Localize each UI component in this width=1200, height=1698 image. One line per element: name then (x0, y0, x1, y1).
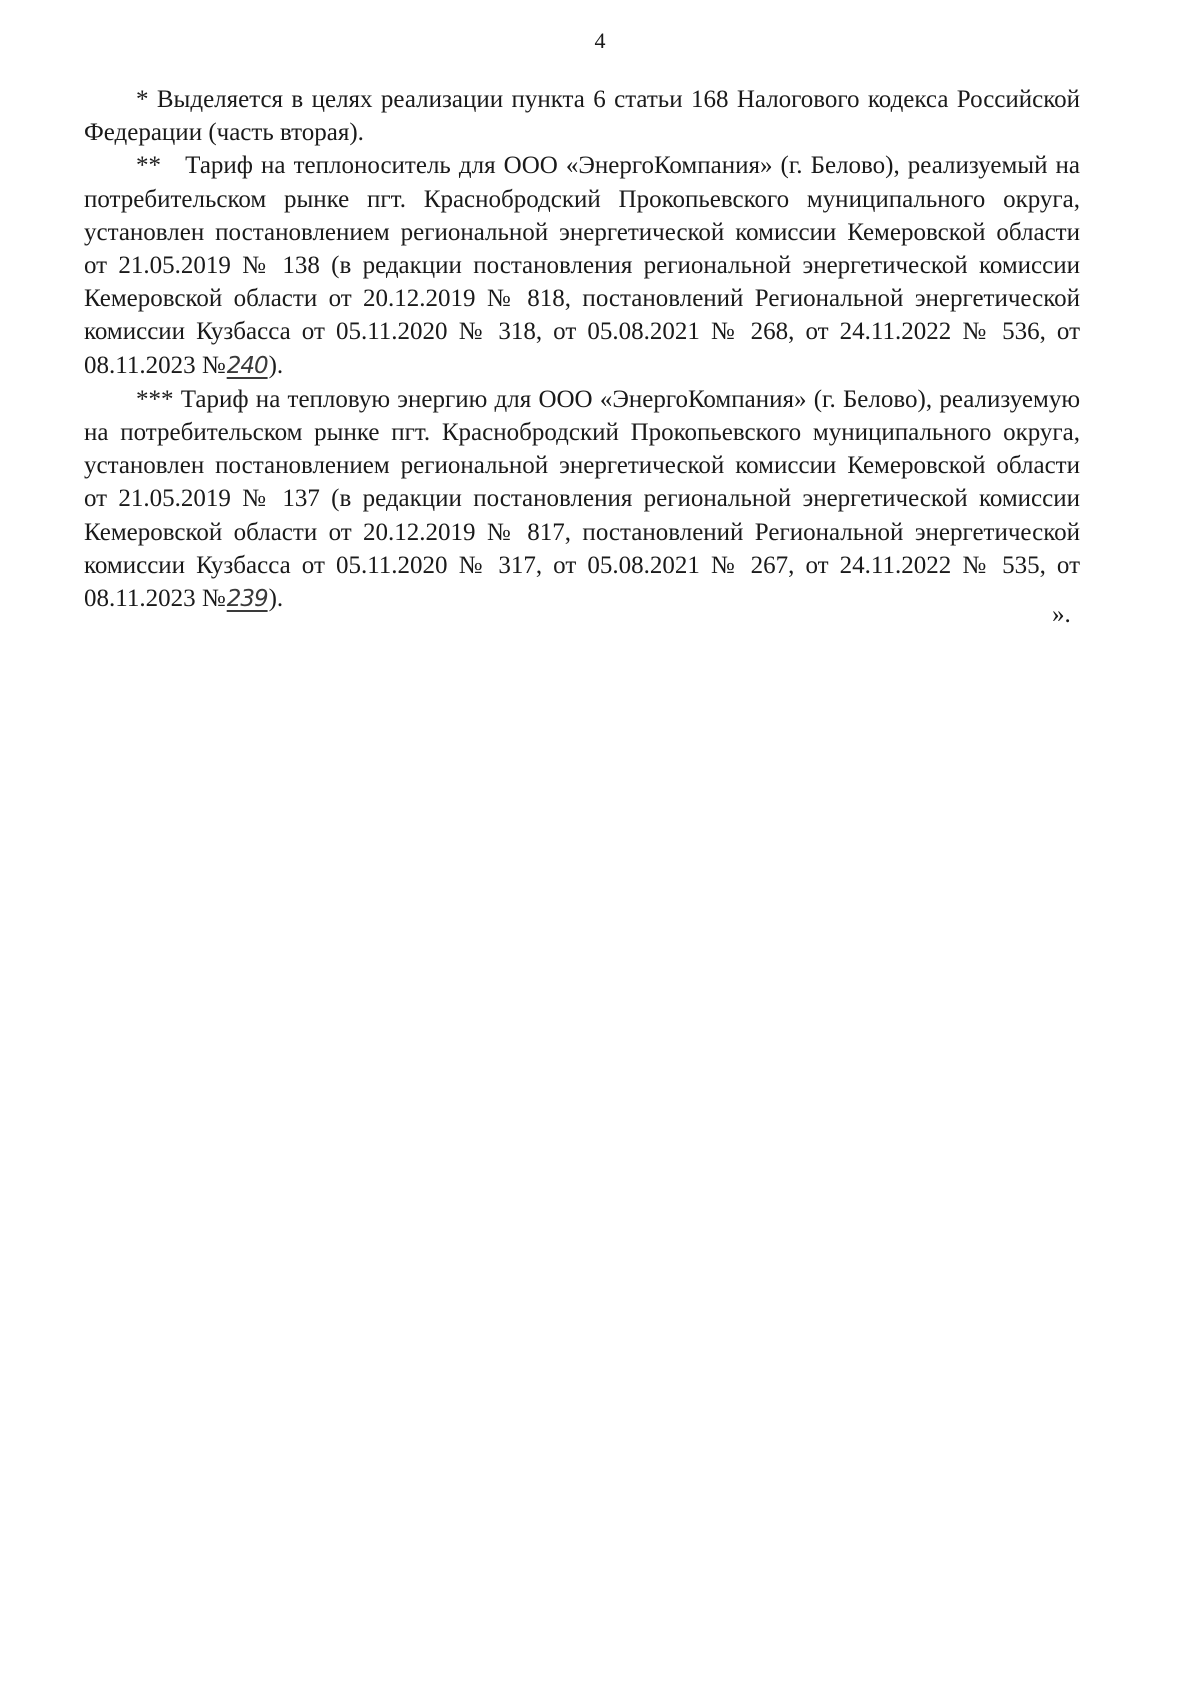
footnote-marker: ** (136, 152, 161, 180)
footnote-text: Тариф на тепловую энергию для ООО «ЭнергоКомпания» (г. Белово), реализуемую на потребительском рынке пгт. Краснобродский Прокопьевского муниципального округа, установлен постановлением региональной энергетической комиссии Кемеровской области от 21.05.2019 № 137 (в редакции постановления региональной энергетической комиссии Кемеровской области от 20.12.2019 № 817, постановлений Региональной энергетической комиссии Кузбасса от 05.11.2020 № 317, от 05.08.2021 № 267, от 24.11.2022 № 535, от 08.11.2023 № (84, 385, 1081, 613)
footnote-tail: ). (268, 351, 284, 379)
handwritten-number: 240 (226, 352, 268, 379)
page-number: 4 (594, 28, 606, 53)
footnote-tail: ). (268, 585, 284, 613)
footnote-1 (84, 83, 1080, 149)
footnote-text: Тариф на теплоноситель для ООО «ЭнергоКомпания» (г. Белово), реализуемый на потребительском рынке пгт. Краснобродский Прокопьевского муниципального округа, установлен постановлением региональной энергетической комиссии Кемеровской области от 21.05.2019 № 138 (в редакции постановления региональной энергетической комиссии Кемеровской области от 20.12.2019 № 818, постановлений Региональной энергетической комиссии Кузбасса от 05.11.2020 № 318, от 05.08.2021 № 268, от 24.11.2022 № 536, от 08.11.2023 № (84, 152, 1081, 379)
footnotes-block (84, 83, 1080, 616)
footnote-marker: * (136, 86, 149, 113)
footnote-text: Выделяется в целях реализации пункта 6 статьи 168 Налогового кодекса Российской Федерации (часть вторая). (84, 86, 1080, 147)
footnote-3 (84, 383, 1080, 616)
handwritten-number: 239 (226, 586, 268, 613)
footnote-2 (84, 149, 1080, 382)
footnote-marker: *** (136, 385, 174, 413)
closing-quote: ». (1052, 601, 1071, 628)
